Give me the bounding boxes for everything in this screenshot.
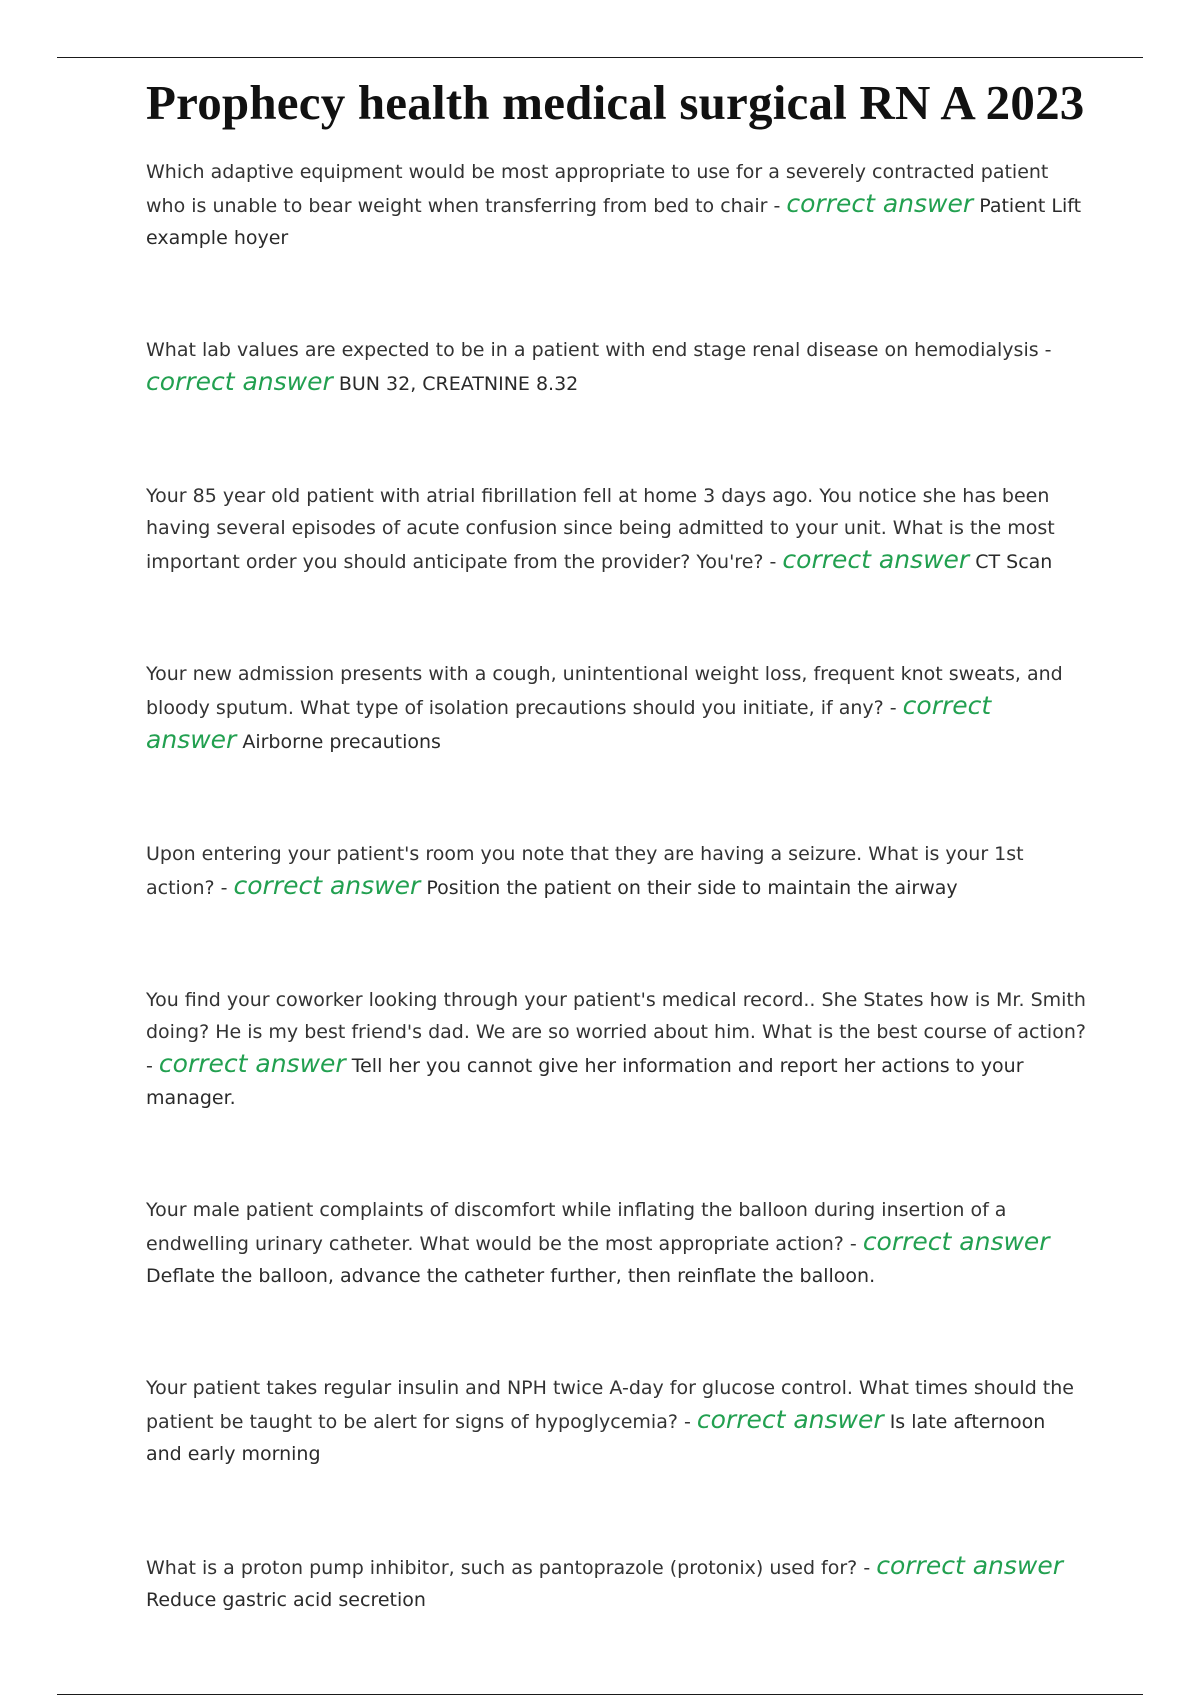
correct-answer-label: correct answer xyxy=(696,1405,884,1434)
question-text: Your male patient complaints of discomfort while inflating the balloon during insertion of a endwelling urinary catheter. What would be the most appropriate action? xyxy=(146,1199,1007,1255)
correct-answer-label: correct answer xyxy=(786,189,974,218)
qa-item-2 xyxy=(146,334,1086,400)
qa-item-8 xyxy=(146,1372,1086,1470)
qa-item-1 xyxy=(146,156,1086,254)
qa-item-7 xyxy=(146,1194,1086,1292)
separator: - xyxy=(1038,339,1052,361)
qa-item-4 xyxy=(146,658,1086,758)
correct-answer-label: correct answer xyxy=(146,367,333,396)
answer-text: Is late afternoon and early morning xyxy=(146,1411,1046,1465)
answer-text: Reduce gastric acid secretion xyxy=(146,1589,426,1611)
correct-answer-label: correct answer xyxy=(876,1551,1063,1580)
question-text: Which adaptive equipment would be most appropriate to use for a severely contracted patient who is unable to bear weight when transferring from bed to chair xyxy=(146,161,1049,217)
qa-item-3 xyxy=(146,480,1086,578)
top-rule xyxy=(57,57,1143,58)
qa-item-9 xyxy=(146,1550,1086,1616)
qa-item-5 xyxy=(146,838,1086,904)
answer-text: Position the patient on their side to maintain the airway xyxy=(426,877,958,899)
question-text: You find your coworker looking through your patient's medical record.. She States how is Mr. Smith doing? He is my best friend's dad. We are so worried about him. What is the best course of action? xyxy=(146,989,1086,1043)
document-title: Prophecy health medical surgical RN A 2023 xyxy=(146,75,1085,130)
question-text: Your 85 year old patient with atrial fibrillation fell at home 3 days ago. You notice she has been having several episodes of acute confusion since being admitted to your unit. What is the most important order you should anticipate from the provider? You're? xyxy=(146,485,1055,573)
answer-text: BUN 32, CREATNINE 8.32 xyxy=(338,373,579,395)
question-text: What is a proton pump inhibitor, such as pantoprazole (protonix) used for? xyxy=(146,1557,858,1579)
separator: - xyxy=(763,551,783,573)
separator: - xyxy=(883,697,903,719)
question-text: Your new admission presents with a cough, unintentional weight loss, frequent knot sweats, and bloody sputum. What type of isolation precautions should you initiate, if any? xyxy=(146,663,1063,719)
separator: - xyxy=(146,1055,159,1077)
answer-text: Deflate the balloon, advance the catheter further, then reinflate the balloon. xyxy=(146,1265,876,1287)
correct-answer-label: correct answer xyxy=(146,691,992,754)
answer-text: Tell her you cannot give her information and report her actions to your manager. xyxy=(146,1055,1024,1109)
correct-answer-label: correct answer xyxy=(862,1227,1050,1256)
answer-text: Patient Lift example hoyer xyxy=(146,195,1082,249)
document-body xyxy=(146,70,1086,1696)
question-text: Upon entering your patient's room you note that they are having a seizure. What is your 1st action? xyxy=(146,843,1024,899)
correct-answer-label: correct answer xyxy=(158,1049,346,1078)
separator: - xyxy=(767,195,787,217)
correct-answer-label: correct answer xyxy=(782,545,970,574)
separator: - xyxy=(857,1557,877,1579)
qa-item-6 xyxy=(146,984,1086,1114)
answer-text: CT Scan xyxy=(975,551,1053,573)
question-text: Your patient takes regular insulin and NPH twice A-day for glucose control. What times should the patient be taught to be alert for signs of hypoglycemia? xyxy=(146,1377,1074,1433)
separator: - xyxy=(677,1411,697,1433)
bottom-rule xyxy=(57,1694,1143,1695)
correct-answer-label: correct answer xyxy=(233,871,421,900)
question-text: What lab values are expected to be in a patient with end stage renal disease on hemodialysis xyxy=(146,339,1039,361)
separator: - xyxy=(214,877,234,899)
separator: - xyxy=(843,1233,863,1255)
answer-text: Airborne precautions xyxy=(242,731,441,753)
